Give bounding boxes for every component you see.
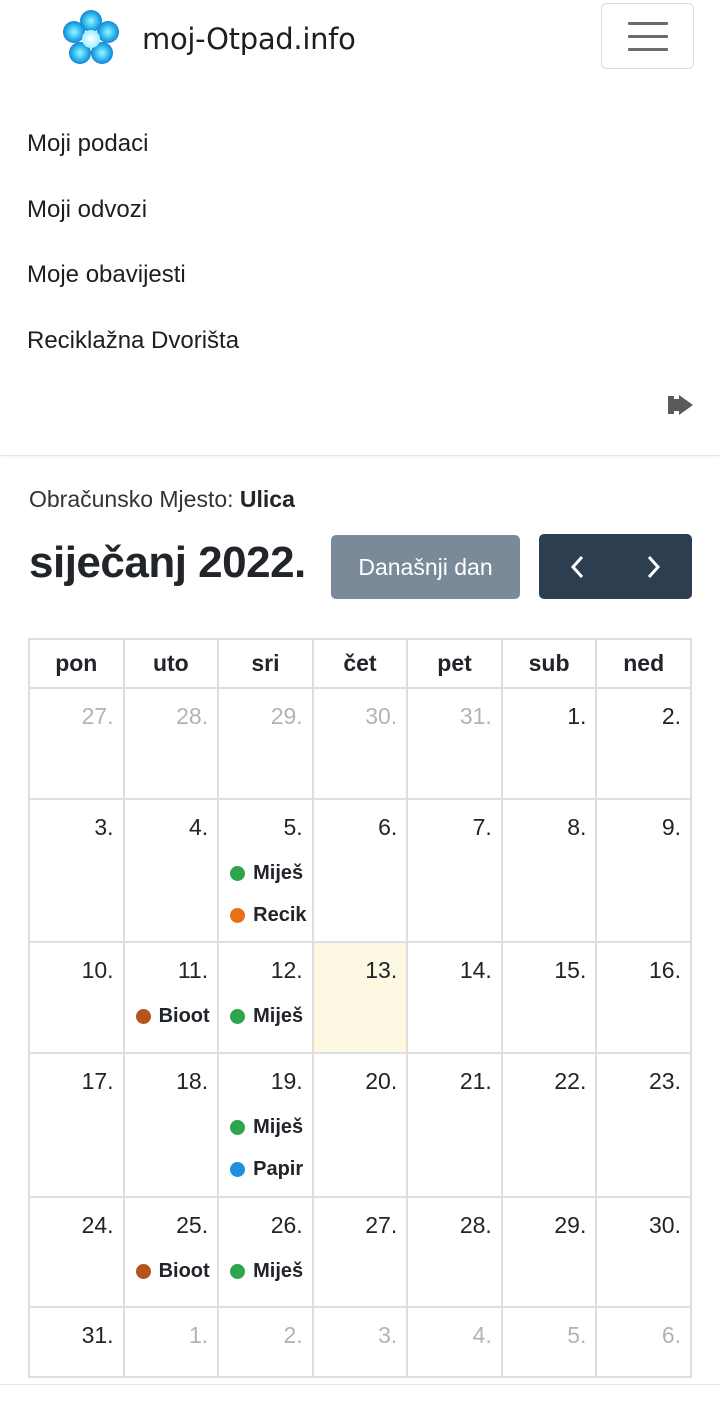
day-number: 29. [554, 1212, 587, 1238]
calendar-day-cell[interactable] [313, 1307, 408, 1377]
day-number: 25. [176, 1212, 209, 1238]
hamburger-icon [628, 22, 668, 25]
calendar-day-cell[interactable] [218, 799, 313, 942]
navbar [0, 0, 720, 456]
event-label: Miješ [253, 1115, 304, 1138]
hamburger-icon [628, 48, 668, 51]
weekday-header: pon [29, 639, 124, 688]
day-number: 6. [378, 814, 398, 840]
day-number: 28. [459, 1212, 492, 1238]
day-number: 10. [81, 957, 114, 983]
day-number: 21. [459, 1068, 492, 1094]
calendar-day-cell[interactable] [502, 1197, 597, 1307]
calendar-day-cell[interactable] [596, 1197, 691, 1307]
calendar-day-cell[interactable] [124, 1197, 219, 1307]
day-number: 13. [365, 957, 398, 983]
footer-divider [0, 1384, 720, 1385]
calendar-week-row [29, 1307, 691, 1377]
day-number: 16. [649, 957, 681, 983]
weekday-header: sub [502, 639, 597, 688]
day-number: 15. [554, 957, 587, 983]
calendar-day-cell[interactable] [218, 942, 313, 1053]
day-number: 31. [81, 1322, 114, 1348]
calendar-event[interactable] [219, 894, 312, 936]
calendar-day-cell[interactable] [596, 1307, 691, 1377]
next-month-button[interactable] [616, 534, 693, 599]
calendar-day-cell[interactable] [29, 1053, 124, 1197]
event-dot-icon [230, 1009, 245, 1024]
billing-place [29, 486, 295, 513]
calendar-day-cell[interactable] [124, 942, 219, 1053]
calendar-day-cell[interactable] [502, 799, 597, 942]
month-nav-group [539, 534, 692, 599]
day-number: 19. [270, 1068, 303, 1094]
day-number: 30. [649, 1212, 681, 1238]
calendar-day-cell[interactable] [29, 942, 124, 1053]
nav-item-reciklazna-dvorista[interactable]: Reciklažna Dvorišta [27, 326, 240, 354]
weekday-header: uto [124, 639, 219, 688]
calendar-day-cell[interactable] [502, 1053, 597, 1197]
calendar-day-cell[interactable] [313, 942, 408, 1053]
day-number: 6. [661, 1322, 681, 1348]
weekday-header: pet [407, 639, 502, 688]
calendar-day-cell[interactable] [313, 799, 408, 942]
event-label: Miješ [253, 1004, 304, 1027]
day-number: 27. [365, 1212, 398, 1238]
day-number: 31. [459, 703, 492, 729]
calendar-day-cell[interactable] [124, 688, 219, 799]
calendar-day-cell[interactable] [218, 688, 313, 799]
calendar-day-cell[interactable] [313, 1053, 408, 1197]
event-label: Bioot [158, 1004, 210, 1027]
day-number: 17. [81, 1068, 114, 1094]
day-number: 4. [472, 1322, 492, 1348]
brand-link[interactable] [60, 4, 356, 74]
event-label: Recik [253, 903, 307, 926]
event-dot-icon [230, 1120, 245, 1135]
day-number: 9. [661, 814, 681, 840]
nav-item-moje-obavijesti[interactable]: Moje obavijesti [27, 261, 186, 289]
calendar-week-row [29, 799, 691, 942]
calendar-week-row [29, 688, 691, 799]
calendar-day-cell[interactable] [29, 1197, 124, 1307]
calendar-day-cell[interactable] [124, 1307, 219, 1377]
calendar-day-cell[interactable] [596, 688, 691, 799]
prev-month-button[interactable] [539, 534, 616, 599]
calendar-week-row [29, 1053, 691, 1197]
calendar-week-row [29, 942, 691, 1053]
day-number: 26. [270, 1212, 303, 1238]
calendar-day-cell[interactable] [218, 1307, 313, 1377]
nav-menu [27, 112, 239, 374]
calendar-day-cell[interactable] [502, 1307, 597, 1377]
event-label: Bioot [158, 1259, 210, 1282]
billing-place-label: Obračunsko Mjesto: [29, 486, 234, 512]
day-number: 23. [649, 1068, 681, 1094]
calendar-day-cell[interactable] [407, 799, 502, 942]
event-label: Miješ [253, 861, 304, 884]
chevron-right-icon [645, 554, 663, 580]
chevron-left-icon [568, 554, 586, 580]
weekday-header: ned [596, 639, 691, 688]
calendar-day-cell[interactable] [502, 942, 597, 1053]
day-number: 3. [94, 814, 114, 840]
event-dot-icon [136, 1009, 151, 1024]
event-dot-icon [230, 908, 245, 923]
calendar-day-cell[interactable] [407, 1197, 502, 1307]
calendar-event[interactable] [219, 1148, 312, 1190]
event-dot-icon [136, 1264, 151, 1279]
calendar-event[interactable] [125, 995, 218, 1037]
day-number: 11. [177, 957, 209, 983]
day-number: 2. [283, 1322, 303, 1348]
calendar-day-cell[interactable] [218, 1053, 313, 1197]
day-number: 30. [365, 703, 398, 729]
event-dot-icon [230, 1264, 245, 1279]
event-dot-icon [230, 866, 245, 881]
nav-item-moji-odvozi[interactable]: Moji odvozi [27, 195, 148, 223]
weekday-header-row [29, 639, 691, 688]
menu-toggle-button[interactable] [601, 3, 694, 69]
calendar-event[interactable] [219, 995, 312, 1037]
day-number: 1. [188, 1322, 209, 1348]
calendar-day-cell[interactable] [407, 1307, 502, 1377]
event-dot-icon [230, 1162, 245, 1177]
calendar-title: siječanj 2022. [29, 538, 306, 587]
calendar-grid [28, 638, 692, 1378]
day-number: 29. [270, 703, 303, 729]
day-number: 7. [472, 814, 492, 840]
today-button[interactable]: Današnji dan [331, 535, 520, 599]
day-number: 12. [270, 957, 303, 983]
day-number: 1. [567, 703, 587, 729]
calendar-day-cell[interactable] [596, 942, 691, 1053]
day-number: 5. [283, 814, 303, 840]
calendar-day-cell[interactable] [124, 799, 219, 942]
day-number: 22. [554, 1068, 587, 1094]
calendar-event[interactable] [125, 1250, 218, 1292]
day-number: 5. [567, 1322, 587, 1348]
calendar-event[interactable] [219, 1106, 312, 1148]
calendar-day-cell[interactable] [407, 942, 502, 1053]
calendar-event[interactable] [219, 1250, 312, 1292]
calendar-day-cell[interactable] [313, 1197, 408, 1307]
calendar-event[interactable] [219, 852, 312, 894]
day-number: 28. [176, 703, 209, 729]
day-number: 8. [567, 814, 587, 840]
calendar-day-cell[interactable] [407, 1053, 502, 1197]
weekday-header: sri [218, 639, 313, 688]
logout-icon[interactable] [667, 393, 695, 417]
calendar-day-cell[interactable] [502, 688, 597, 799]
calendar-day-cell[interactable] [29, 688, 124, 799]
day-number: 27. [81, 703, 114, 729]
hamburger-icon [628, 35, 668, 38]
billing-place-value: Ulica [239, 486, 295, 512]
day-number: 18. [176, 1068, 209, 1094]
day-number: 3. [378, 1322, 398, 1348]
nav-item-moji-podaci[interactable]: Moji podaci [27, 130, 149, 157]
calendar-day-cell[interactable] [596, 1053, 691, 1197]
day-number: 24. [81, 1212, 114, 1238]
calendar-day-cell[interactable] [313, 688, 408, 799]
event-label: Miješ [253, 1259, 304, 1282]
event-label: Papir [253, 1157, 304, 1180]
calendar-day-cell[interactable] [407, 688, 502, 799]
calendar-day-cell[interactable] [29, 799, 124, 942]
calendar-day-cell[interactable] [124, 1053, 219, 1197]
calendar-day-cell[interactable] [218, 1197, 313, 1307]
calendar-day-cell[interactable] [596, 799, 691, 942]
brand-name: moj-Otpad.info [142, 22, 356, 56]
day-number: 14. [459, 957, 492, 983]
day-number: 2. [661, 703, 681, 729]
calendar-week-row [29, 1197, 691, 1307]
day-number: 20. [365, 1068, 398, 1094]
weekday-header: čet [313, 639, 408, 688]
day-number: 4. [188, 814, 209, 840]
calendar-day-cell[interactable] [29, 1307, 124, 1377]
flower-logo-icon [60, 8, 122, 70]
